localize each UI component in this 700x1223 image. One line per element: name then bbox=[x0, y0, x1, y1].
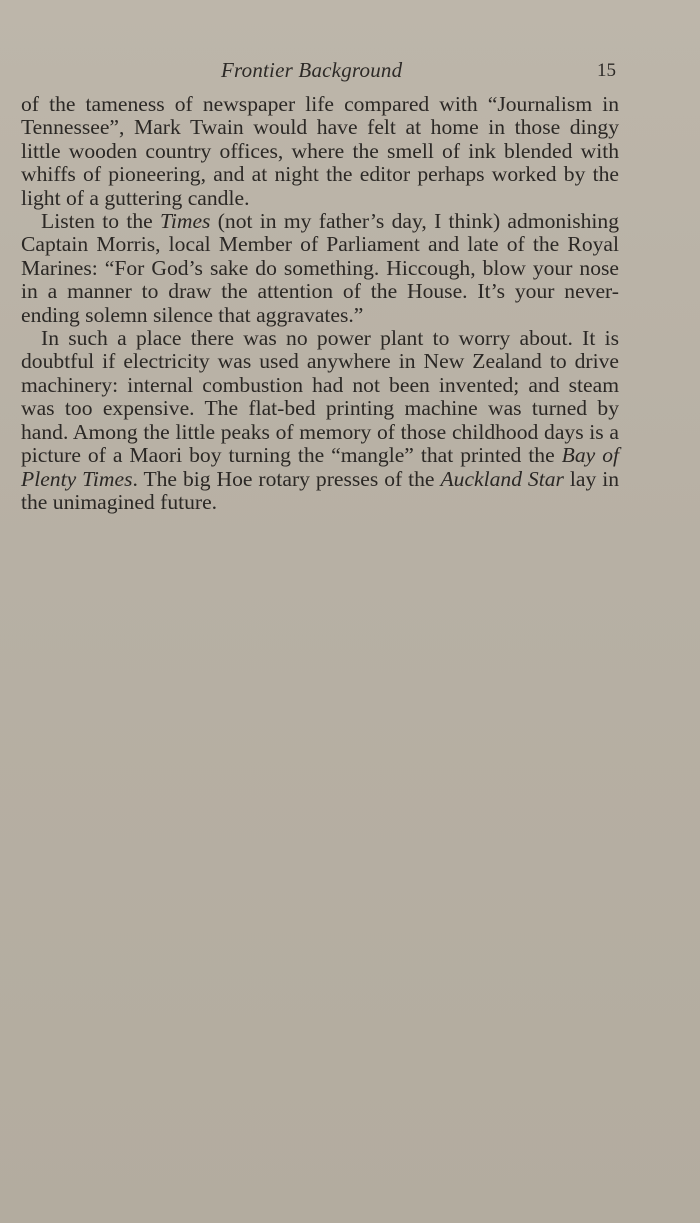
italic-text-run: Auckland Star bbox=[440, 466, 564, 491]
italic-text-run: Bay of Plenty Times bbox=[21, 443, 619, 491]
text-run: Listen to the bbox=[41, 209, 161, 234]
italic-text-run: Times bbox=[160, 209, 211, 234]
paragraph bbox=[21, 210, 619, 327]
page-number: 15 bbox=[597, 60, 616, 81]
running-head bbox=[0, 58, 700, 88]
text-run: lay in the unimagined future. bbox=[21, 466, 619, 514]
text-run: of the tameness of newspaper life compared with “Journalism in Tennessee”, Mark Twain would have felt at home in those dingy little wooden country offices, where the smell of ink blended with whiffs of pioneering, and at night the editor perhaps worked by the light of a guttering candle. bbox=[21, 92, 619, 210]
paragraph bbox=[21, 327, 619, 514]
paragraph bbox=[21, 93, 619, 210]
text-run: (not in my father’s day, I think) admonishing Captain Morris, local Member of Parliament and late of the Royal Marines: “For God’s sake do something. Hiccough, blow your nose in a manner to draw the attention of the House. It’s your never-ending solemn silence that aggravates.” bbox=[21, 209, 619, 327]
text-run: In such a place there was no power plant to worry about. It is doubtful if electricity was used anywhere in New Zealand to drive machinery: internal combustion had not been invented; and steam was too expensive. The flat-bed printing machine was turned by hand. Among the little peaks of memory of those childhood days is a picture of a Maori boy turning the “mangle” that printed the bbox=[21, 326, 619, 468]
text-run: . The big Hoe rotary presses of the bbox=[132, 466, 441, 491]
body-text bbox=[21, 93, 619, 514]
running-title: Frontier Background bbox=[221, 58, 403, 82]
